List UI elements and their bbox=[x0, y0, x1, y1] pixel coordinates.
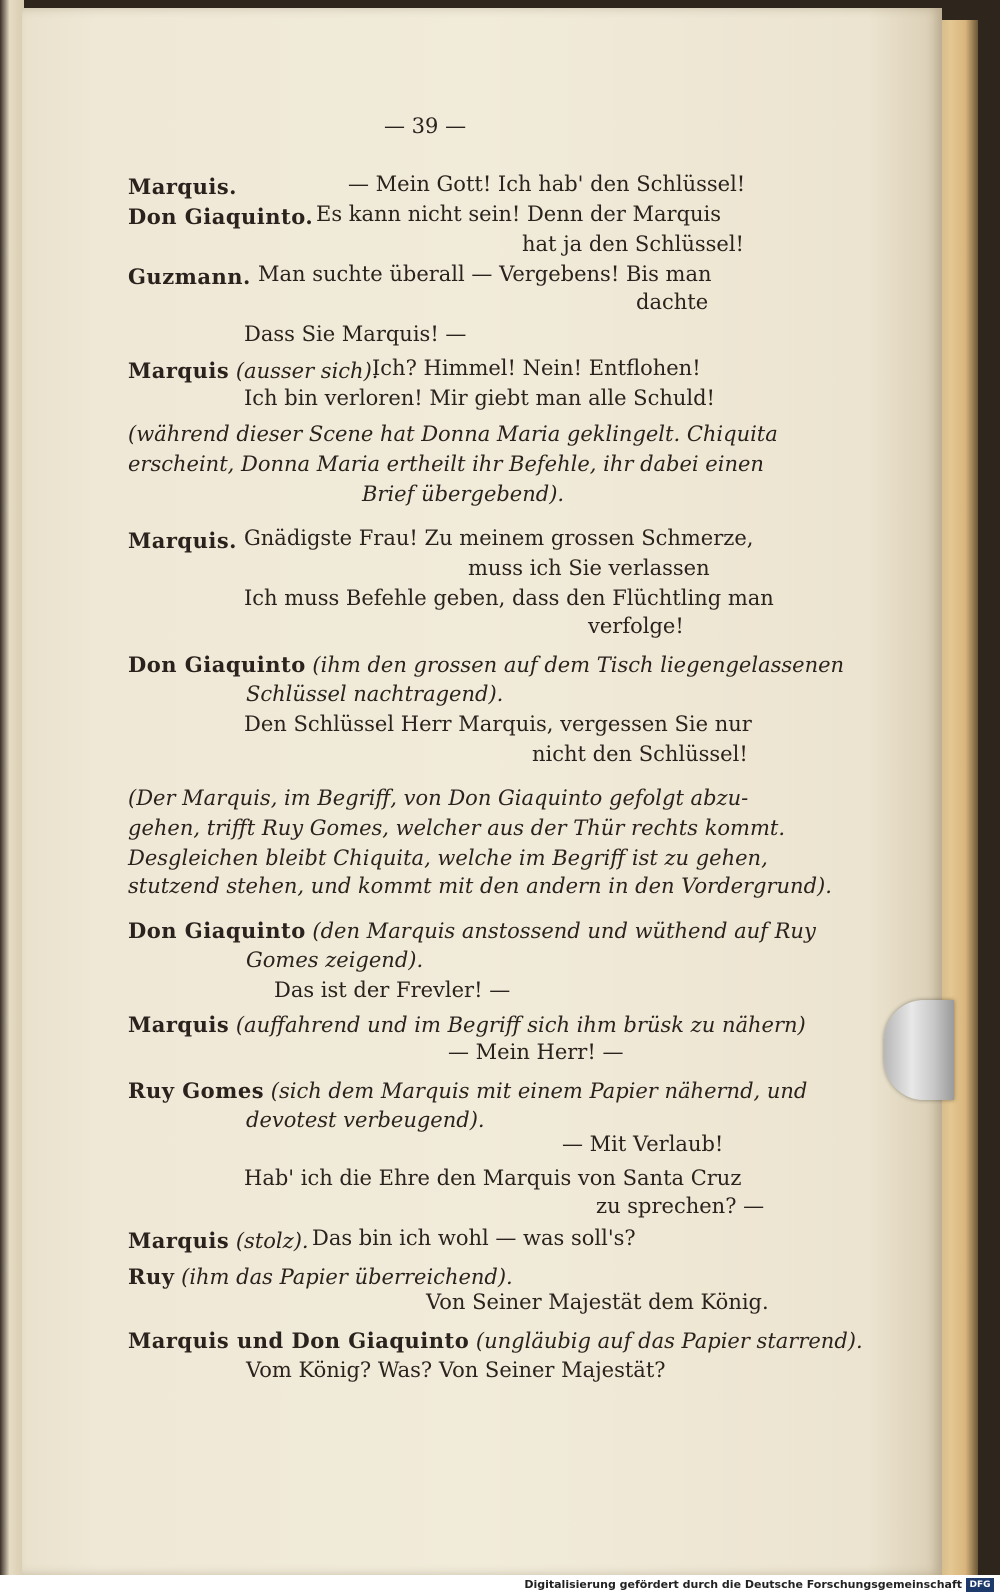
stage-direction: (während dieser Scene hat Donna Maria geklingelt. Chiquita bbox=[128, 422, 778, 446]
dialogue-text: Ich bin verloren! Mir giebt man alle Schuld! bbox=[244, 386, 715, 410]
stage-direction: (stolz). bbox=[235, 1229, 309, 1253]
dialogue-line bbox=[128, 174, 237, 199]
footer-credit: Digitalisierung gefördert durch die Deutsche Forschungsgemeinschaft bbox=[524, 1578, 962, 1591]
dialogue-text: Gnädigste Frau! Zu meinem grossen Schmerze, bbox=[244, 526, 754, 550]
dfg-logo: DFG bbox=[966, 1578, 994, 1592]
dialogue-line bbox=[128, 1012, 806, 1037]
dialogue-text: Von Seiner Majestät dem König. bbox=[426, 1290, 769, 1314]
speaker-name: Don Giaquinto. bbox=[128, 204, 314, 229]
stage-direction: stutzend stehen, und kommt mit den andern in den Vordergrund). bbox=[128, 874, 832, 898]
stage-direction: devotest verbeugend). bbox=[246, 1108, 485, 1132]
dialogue-text: verfolge! bbox=[588, 614, 684, 638]
stage-direction: (auffahrend und im Begriff sich ihm brüsk zu nähern) bbox=[235, 1013, 806, 1037]
speaker-name: Don Giaquinto bbox=[128, 652, 306, 677]
dialogue-line bbox=[128, 1078, 807, 1103]
page-number: — 39 — bbox=[384, 114, 467, 138]
dialogue-text: Den Schlüssel Herr Marquis, vergessen Sie nur bbox=[244, 712, 752, 736]
stage-direction: (ihm das Papier überreichend). bbox=[181, 1265, 513, 1289]
stage-direction: (ungläubig auf das Papier starrend). bbox=[475, 1329, 863, 1353]
dialogue-text: nicht den Schlüssel! bbox=[532, 742, 748, 766]
speaker-name: Ruy bbox=[128, 1264, 175, 1289]
dialogue-line bbox=[128, 264, 251, 289]
book-page bbox=[22, 8, 942, 1575]
speaker-name: Marquis bbox=[128, 1012, 230, 1037]
footer-bar bbox=[0, 1575, 1000, 1596]
stage-direction: (ihm den grossen auf dem Tisch liegengelassenen bbox=[312, 653, 845, 677]
dialogue-text: Man suchte überall — Vergebens! Bis man bbox=[258, 262, 712, 286]
speaker-name: Ruy Gomes bbox=[128, 1078, 265, 1103]
speaker-name: Marquis und Don Giaquinto bbox=[128, 1328, 470, 1353]
dialogue-line bbox=[128, 918, 816, 943]
speaker-name: Marquis. bbox=[128, 528, 237, 553]
speaker-name: Marquis bbox=[128, 358, 230, 383]
dialogue-text: Dass Sie Marquis! — bbox=[244, 322, 467, 346]
dialogue-line bbox=[128, 204, 313, 229]
stage-direction: Desgleichen bleibt Chiquita, welche im Begriff ist zu gehen, bbox=[128, 846, 768, 870]
speaker-name: Guzmann. bbox=[128, 264, 251, 289]
dialogue-text: — Mein Gott! Ich hab' den Schlüssel! bbox=[348, 172, 746, 196]
dialogue-text: Das ist der Frevler! — bbox=[274, 978, 511, 1002]
stage-direction: (Der Marquis, im Begriff, von Don Giaquinto gefolgt abzu- bbox=[128, 786, 749, 810]
dialogue-line bbox=[128, 1328, 863, 1353]
dialogue-text: — Mit Verlaub! bbox=[562, 1132, 724, 1156]
dialogue-text: muss ich Sie verlassen bbox=[468, 556, 710, 580]
dialogue-line bbox=[128, 652, 844, 677]
dialogue-text: dachte bbox=[636, 290, 709, 314]
dialogue-text: zu sprechen? — bbox=[596, 1194, 765, 1218]
stage-direction: Brief übergebend). bbox=[362, 482, 565, 506]
dialogue-text: Ich muss Befehle geben, dass den Flüchtling man bbox=[244, 586, 774, 610]
dialogue-text: Vom König? Was? Von Seiner Majestät? bbox=[246, 1358, 666, 1382]
stage-direction: Schlüssel nachtragend). bbox=[246, 682, 504, 706]
dialogue-text: — Mein Herr! — bbox=[448, 1040, 624, 1064]
stage-direction: erscheint, Donna Maria ertheilt ihr Befehle, ihr dabei einen bbox=[128, 452, 764, 476]
page-stack-edge bbox=[936, 20, 978, 1575]
dialogue-text: Ich? Himmel! Nein! Entflohen! bbox=[372, 356, 701, 380]
dialogue-text: Hab' ich die Ehre den Marquis von Santa Cruz bbox=[244, 1166, 742, 1190]
dialogue-text: Es kann nicht sein! Denn der Marquis bbox=[316, 202, 722, 226]
speaker-name: Marquis. bbox=[128, 174, 237, 199]
stage-direction: gehen, trifft Ruy Gomes, welcher aus der Thür rechts kommt. bbox=[128, 816, 785, 840]
stage-direction: (sich dem Marquis mit einem Papier nähernd, und bbox=[270, 1079, 808, 1103]
dialogue-line bbox=[128, 1228, 309, 1253]
paper-clip bbox=[884, 1000, 954, 1100]
dialogue-text: Das bin ich wohl — was soll's? bbox=[312, 1226, 636, 1250]
speaker-name: Marquis bbox=[128, 1228, 230, 1253]
stage-direction: (den Marquis anstossend und wüthend auf Ruy bbox=[312, 919, 816, 943]
dialogue-line bbox=[128, 528, 237, 553]
stage-direction: (ausser sich). bbox=[235, 359, 379, 383]
dialogue-line bbox=[128, 1264, 513, 1289]
speaker-name: Don Giaquinto bbox=[128, 918, 306, 943]
stage-direction: Gomes zeigend). bbox=[246, 948, 424, 972]
dialogue-text: hat ja den Schlüssel! bbox=[522, 232, 744, 256]
dialogue-line bbox=[128, 358, 378, 383]
previous-page-edge bbox=[0, 0, 24, 1575]
